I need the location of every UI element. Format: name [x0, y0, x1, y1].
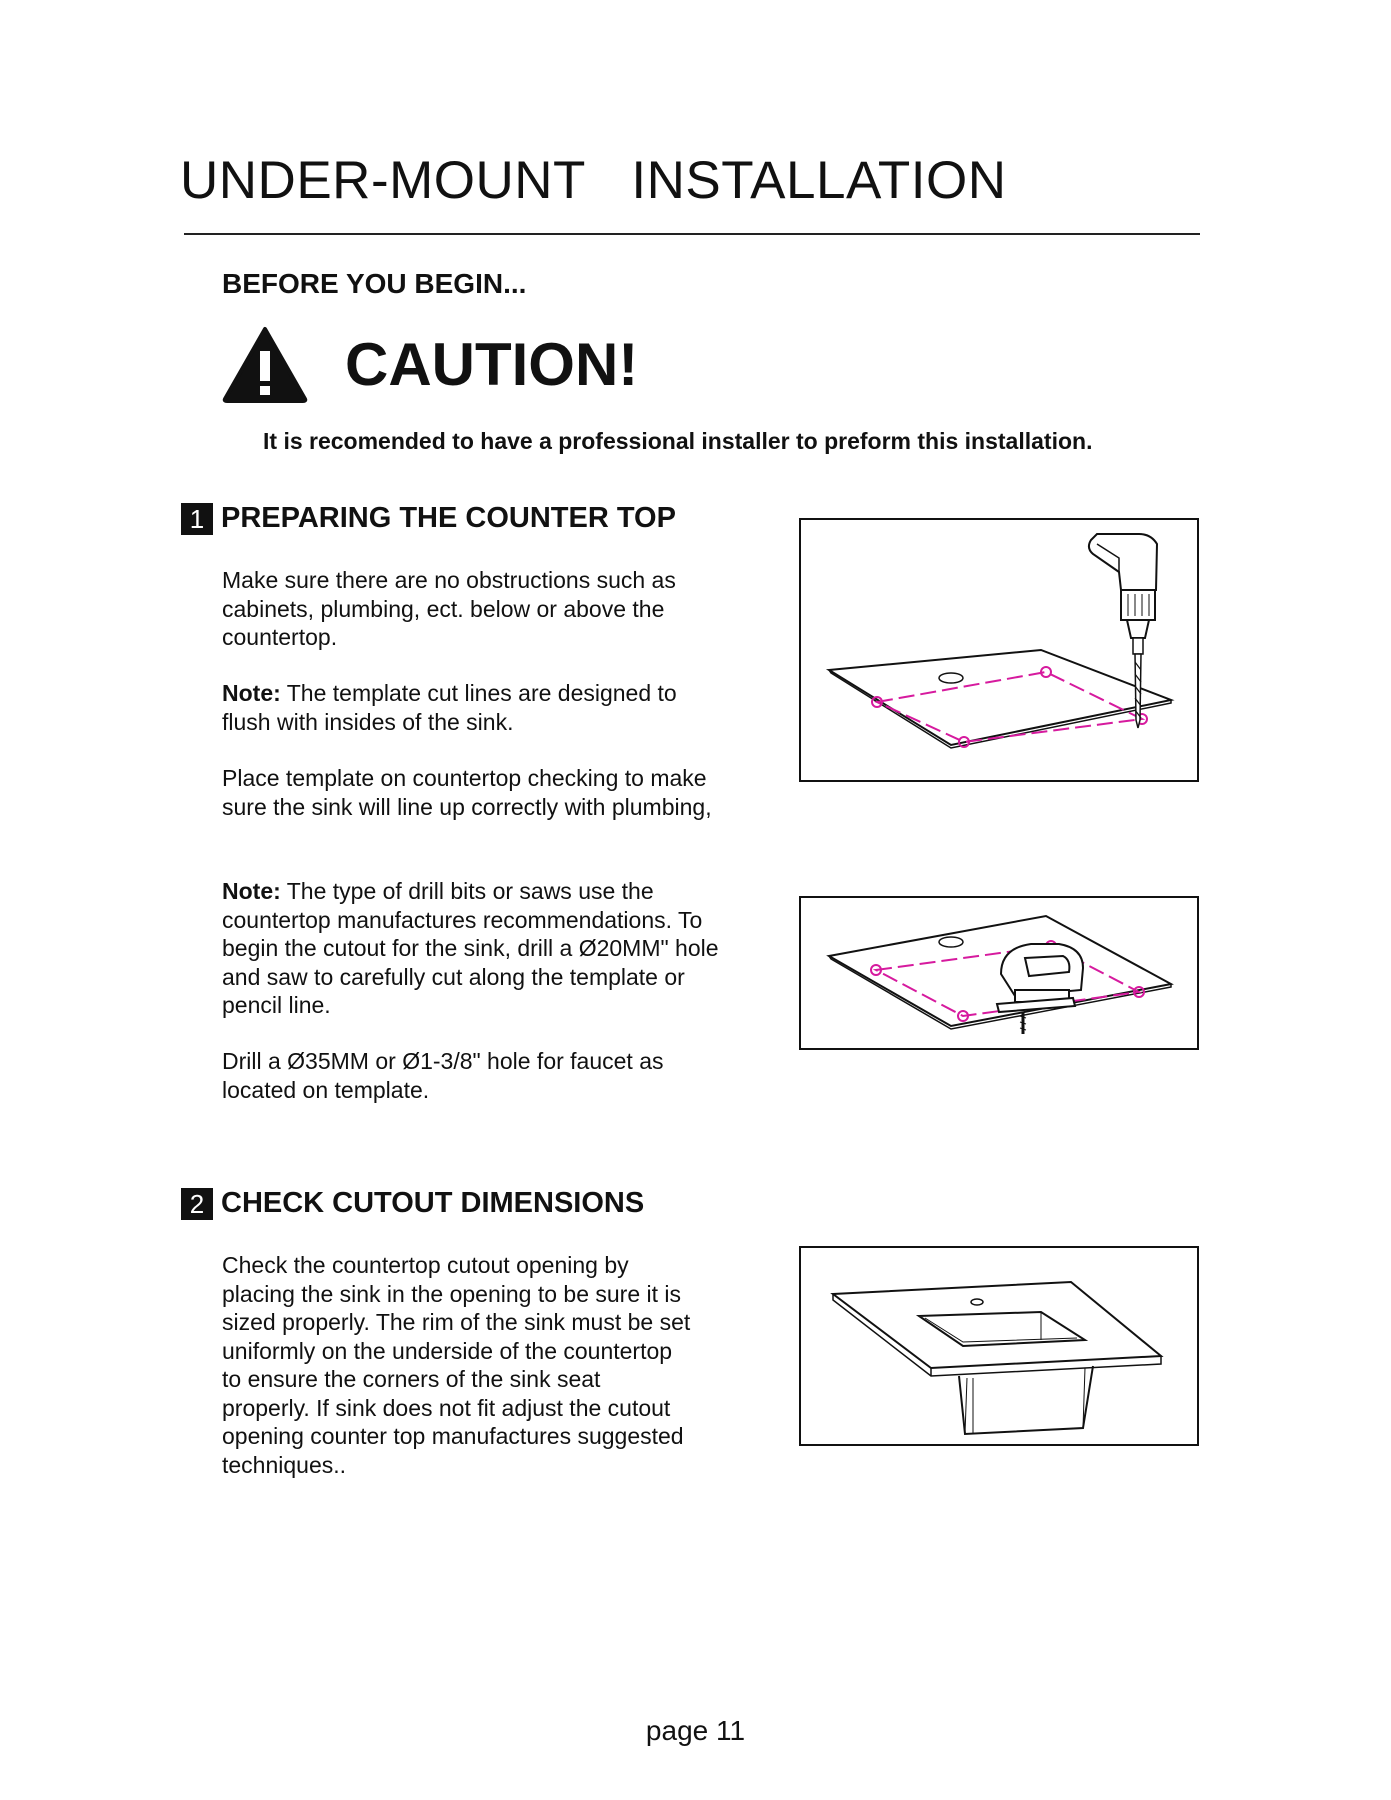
step-1-number: 1 [181, 503, 213, 535]
note-text: The type of drill bits or saws use the countertop manufactures recommendations. To begin the cutout for the sink, drill a Ø20MM" hole and saw to carefully cut along the template or pencil line. [222, 878, 719, 1018]
before-you-begin-heading: BEFORE YOU BEGIN... [222, 268, 527, 299]
step-1-note-2 [222, 877, 722, 1020]
step-1-paragraph-3: Place template on countertop checking to make sure the sink will line up correctly with plumbing, [222, 765, 712, 820]
sink-illustration [799, 1246, 1199, 1446]
step-1-paragraph-1: Make sure there are no obstructions such as cabinets, plumbing, ect. below or above the countertop. [222, 567, 676, 650]
note-text: The template cut lines are designed to flush with insides of the sink. [222, 680, 677, 735]
drill-illustration [799, 518, 1199, 782]
page-title: UNDER-MOUNT INSTALLATION [180, 151, 1007, 210]
step-1-note-1 [222, 679, 722, 736]
recommendation-text: It is recomended to have a professional installer to preform this installation. [263, 428, 1093, 454]
note-label: Note: [222, 878, 281, 904]
note-label: Note: [222, 680, 281, 706]
jigsaw-illustration [799, 896, 1199, 1050]
warning-icon [222, 325, 308, 403]
step-1-title: PREPARING THE COUNTER TOP [221, 502, 676, 534]
step-2-number: 2 [181, 1188, 213, 1220]
step-2-heading [181, 1187, 644, 1220]
title-divider [184, 233, 1200, 235]
step-1-paragraph-5: Drill a Ø35MM or Ø1-3/8" hole for faucet as located on template. [222, 1048, 664, 1103]
caution-heading: CAUTION! [345, 331, 639, 398]
page-number: page 11 [645, 1715, 746, 1746]
step-1-heading [181, 502, 676, 535]
step-2-paragraph: Check the countertop cutout opening by placing the sink in the opening to be sure it is sized properly. The rim of the sink must be set uniformly on the underside of the countertop to ensure the corners of the sink seat properly. If sink does not fit adjust the cutout opening counter top manufactures suggested techniques.. [222, 1252, 691, 1478]
step-2-title: CHECK CUTOUT DIMENSIONS [221, 1187, 645, 1219]
